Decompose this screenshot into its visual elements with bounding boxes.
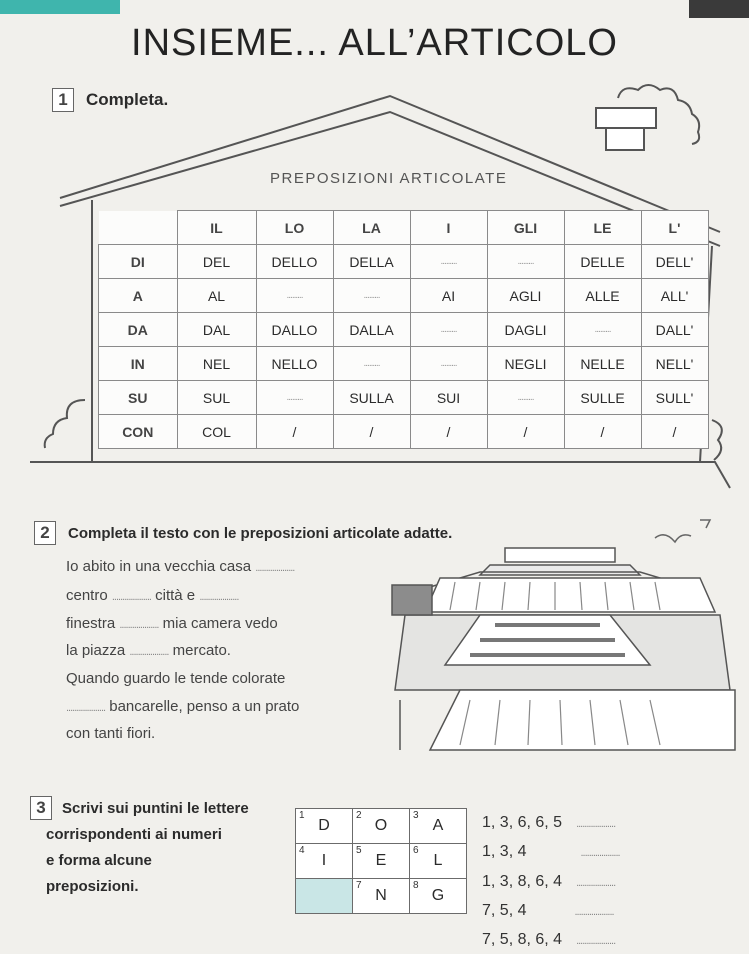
table-cell: ALLE (564, 279, 641, 313)
table-cell: SULLE (564, 381, 641, 415)
table-cell: COL (177, 415, 256, 449)
cell-number: 4 (299, 845, 305, 856)
sequence-code: 1, 3, 4 (482, 843, 527, 860)
table-cell: / (410, 415, 487, 449)
sequence-code: 1, 3, 6, 6, 5 (482, 814, 563, 831)
grid-cell (296, 844, 353, 879)
row-header: DA (99, 313, 178, 347)
exercise-3-instruction-body (46, 822, 222, 900)
exercise-1-heading (52, 88, 168, 112)
table-cell: / (333, 415, 410, 449)
grid-row (296, 879, 467, 914)
table-cell: NELL' (641, 347, 708, 381)
table-row (99, 415, 709, 449)
fill-blank[interactable]: ................... (119, 619, 159, 631)
text-fragment: mia camera vedo (162, 615, 278, 632)
exercise-3-heading (30, 796, 249, 820)
grid-cell (410, 809, 467, 844)
cell-letter: O (374, 817, 388, 834)
fill-blank[interactable]: ................... (129, 646, 169, 658)
exercise-1-instruction: Completa. (86, 90, 169, 109)
table-cell: DEL (177, 245, 256, 279)
cell-number: 2 (356, 810, 362, 821)
text-line (66, 558, 294, 575)
text-fragment: bancarelle, penso a un prato (109, 698, 300, 715)
grid-cell (296, 809, 353, 844)
row-header: IN (99, 347, 178, 381)
table-cell: / (487, 415, 564, 449)
table-cell: / (256, 415, 333, 449)
table-cell: SULLA (333, 381, 410, 415)
sequence-blank[interactable]: ................... (576, 818, 616, 830)
text-line (66, 615, 278, 632)
text-fragment: la piazza (66, 642, 126, 659)
table-header-row (99, 211, 709, 245)
row-header: CON (99, 415, 178, 449)
table-cell: DELLA (333, 245, 410, 279)
sequence-item (482, 902, 614, 920)
cell-number: 5 (356, 845, 362, 856)
table-cell: DALL' (641, 313, 708, 347)
cell-number: 6 (413, 845, 419, 856)
instruction-line: e forma alcune (46, 852, 152, 869)
text-fragment: mercato. (172, 642, 231, 659)
table-row (99, 245, 709, 279)
column-header: GLI (487, 211, 564, 245)
fill-blank[interactable]: ................... (66, 702, 106, 714)
table-cell: ALL' (641, 279, 708, 313)
exercise-1-number: 1 (52, 88, 74, 112)
grid-row (296, 809, 467, 844)
table-cell: / (564, 415, 641, 449)
preposition-table (98, 210, 709, 449)
text-line (66, 698, 299, 715)
blank-cell[interactable]: ......... (410, 245, 487, 279)
sequence-code: 7, 5, 4 (482, 902, 527, 919)
grid-cell (410, 844, 467, 879)
blank-cell[interactable]: ......... (333, 347, 410, 381)
table-cell: NEGLI (487, 347, 564, 381)
fill-blank[interactable]: ................... (111, 591, 151, 603)
cell-letter: I (321, 852, 327, 869)
table-cell: AI (410, 279, 487, 313)
table-cell: DAGLI (487, 313, 564, 347)
table-cell: SUI (410, 381, 487, 415)
column-header: I (410, 211, 487, 245)
exercise-2-instruction: Completa il testo con le preposizioni articolate adatte. (68, 525, 453, 542)
text-line (66, 587, 238, 604)
table-row (99, 313, 709, 347)
cell-letter: G (431, 887, 445, 904)
table-cell: DAL (177, 313, 256, 347)
cell-letter: E (375, 852, 387, 869)
text-fragment: città e (155, 587, 196, 604)
table-cell: SULL' (641, 381, 708, 415)
blank-cell[interactable]: ......... (564, 313, 641, 347)
text-fragment: centro (66, 587, 108, 604)
sequence-code: 7, 5, 8, 6, 4 (482, 931, 563, 948)
text-line (66, 642, 231, 659)
table-cell: NELLE (564, 347, 641, 381)
text-line (66, 670, 285, 687)
row-header: DI (99, 245, 178, 279)
instruction-line: preposizioni. (46, 878, 139, 895)
cell-number: 8 (413, 880, 419, 891)
grid-cell-filled (296, 879, 353, 914)
table-cell: DALLA (333, 313, 410, 347)
column-header: LE (564, 211, 641, 245)
page-title: INSIEME... ALL’ARTICOLO (131, 22, 618, 64)
sequence-item (482, 931, 615, 949)
cell-letter: L (433, 852, 443, 869)
exercise-2-number: 2 (34, 521, 56, 545)
sequence-blank[interactable]: ................... (580, 847, 620, 859)
table-cell: / (641, 415, 708, 449)
sequence-blank[interactable]: ................... (574, 906, 614, 918)
blank-cell[interactable]: ......... (256, 381, 333, 415)
table-cell: DELLE (564, 245, 641, 279)
table-cell: NELLO (256, 347, 333, 381)
blank-cell[interactable]: ......... (256, 279, 333, 313)
table-cell: AL (177, 279, 256, 313)
sequence-item (482, 843, 620, 861)
cell-letter: A (432, 817, 444, 834)
blank-cell[interactable]: ......... (410, 313, 487, 347)
fill-blank[interactable]: ................... (199, 591, 239, 603)
table-cell: AGLI (487, 279, 564, 313)
exercise-3-number: 3 (30, 796, 52, 820)
exercise-3-instruction: Scrivi sui puntini le lettere (62, 800, 249, 817)
sequence-blank[interactable]: ................... (576, 935, 616, 947)
table-row (99, 381, 709, 415)
row-header: SU (99, 381, 178, 415)
cell-letter: N (375, 887, 387, 904)
sequence-code: 1, 3, 8, 6, 4 (482, 873, 563, 890)
blank-cell[interactable]: ......... (410, 347, 487, 381)
blank-cell[interactable]: ......... (333, 279, 410, 313)
exercise-2-heading (34, 521, 452, 545)
table-cell: DALLO (256, 313, 333, 347)
text-fragment: Io abito in una vecchia casa (66, 558, 252, 575)
table-corner (99, 211, 178, 245)
grid-cell (353, 809, 410, 844)
table-cell: NEL (177, 347, 256, 381)
grid-cell (410, 879, 467, 914)
blank-cell[interactable]: ......... (487, 381, 564, 415)
table-cell: DELLO (256, 245, 333, 279)
text-fragment: con tanti fiori. (66, 725, 156, 742)
row-header: A (99, 279, 178, 313)
column-header: IL (177, 211, 256, 245)
grid-cell (353, 844, 410, 879)
text-fragment: finestra (66, 615, 116, 632)
grid-cell (353, 879, 410, 914)
table-cell: DELL' (641, 245, 708, 279)
blank-cell[interactable]: ......... (487, 245, 564, 279)
table-row (99, 347, 709, 381)
column-header: LO (256, 211, 333, 245)
grid-row (296, 844, 467, 879)
cell-number: 3 (413, 810, 419, 821)
text-line (66, 725, 155, 742)
instruction-line: corrispondenti ai numeri (46, 826, 222, 843)
sequence-item (482, 814, 615, 832)
table-cell: SUL (177, 381, 256, 415)
column-header: LA (333, 211, 410, 245)
sequence-item (482, 873, 615, 891)
cell-letter: D (318, 817, 330, 834)
fill-blank[interactable]: ................... (255, 562, 295, 574)
roof-label: PREPOSIZIONI ARTICOLATE (270, 170, 508, 187)
letter-grid (295, 808, 467, 914)
cell-number: 1 (299, 810, 305, 821)
column-header: L' (641, 211, 708, 245)
sequence-blank[interactable]: ................... (576, 877, 616, 889)
table-row (99, 279, 709, 313)
cell-number: 7 (356, 880, 362, 891)
text-fragment: Quando guardo le tende colorate (66, 670, 286, 687)
